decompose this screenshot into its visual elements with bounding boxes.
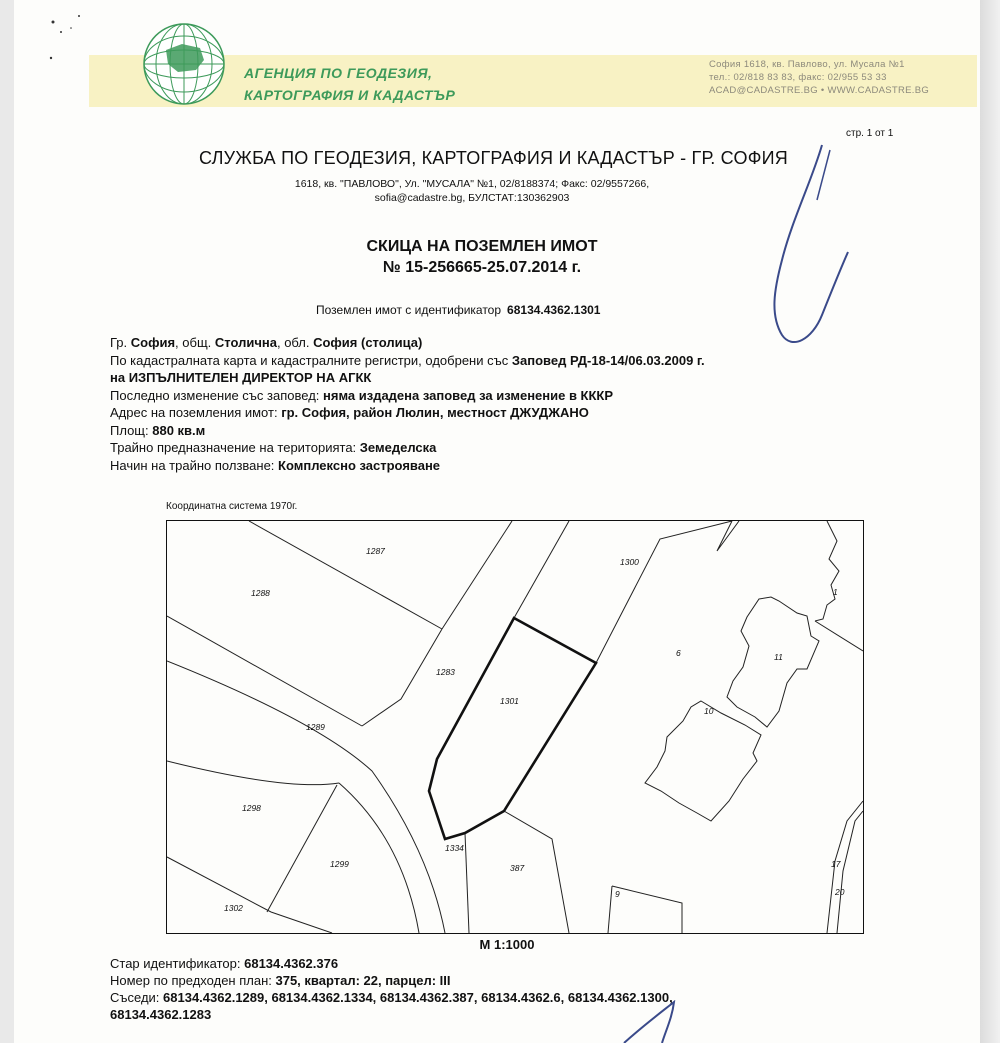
page-edge [980, 0, 1000, 1043]
cadastral-map-drawing [167, 521, 863, 933]
purpose-line: Трайно предназначение на територията: Земеделска [110, 440, 437, 455]
parcel-label: 1334 [445, 843, 464, 853]
boundary-line [815, 521, 839, 621]
boundary-line [339, 783, 419, 933]
parcel-label: 1287 [366, 546, 385, 556]
coordinate-system-label: Координатна система 1970г. [166, 501, 298, 512]
road-edge [167, 661, 445, 933]
boundary-line [837, 811, 863, 933]
map-scale: М 1:1000 [479, 937, 535, 952]
location-line: Гр. София, общ. Столична, обл. София (столица) [110, 335, 423, 350]
neighbors-line: Съседи: 68134.4362.1289, 68134.4362.1334, 68134.4362.387, 68134.4362.6, 68134.4362.1300, [110, 990, 673, 1005]
page-number: стр. 1 от 1 [846, 128, 894, 139]
handwritten-signature [752, 140, 852, 360]
boundary-line [612, 886, 682, 933]
boundary-line [596, 521, 732, 663]
service-address: 1618, кв. "ПАВЛОВО", Ул. "МУСАЛА" №1, 02/8188374; Факс: 02/9557266, sofia@cadastre.bg, БУЛСТАТ:130362903 [294, 178, 650, 204]
address-line: Адрес на поземления имот: гр. София, район Люлин, местност ДЖУДЖАНО [110, 405, 589, 420]
parcel-label: 1 [833, 587, 838, 597]
basis-line: По кадастралната карта и кадастралните регистри, одобрени със Заповед РД-18-14/06.03.2009 г. [110, 352, 705, 368]
parcel-label: 10 [704, 706, 714, 716]
parcel-footer-info [110, 955, 673, 1023]
prev-plan-line: Номер по предходен план: 375, квартал: 22, парцел: III [110, 973, 451, 988]
building-outline [645, 701, 761, 821]
boundary-line [167, 616, 362, 726]
document-page [14, 0, 980, 1043]
parcel-label: 387 [510, 863, 525, 873]
subject-parcel-1301-outline [429, 618, 596, 839]
boundary-line [514, 521, 569, 618]
boundary-line [815, 621, 863, 651]
parcel-label: 1302 [224, 903, 243, 913]
area-line: Площ: 880 кв.м [110, 422, 206, 438]
parcel-info [110, 334, 705, 474]
boundary-line [465, 833, 469, 933]
parcel-label: 1300 [620, 557, 639, 567]
building-outline [727, 597, 819, 727]
parcel-label: 9 [615, 889, 620, 899]
boundary-line [167, 857, 271, 912]
boundary-line [362, 629, 442, 726]
service-title: СЛУЖБА ПО ГЕОДЕЗИЯ, КАРТОГРАФИЯ И КАДАСТЪР - ГР. СОФИЯ [199, 148, 788, 168]
parcel-label: 11 [774, 652, 783, 662]
agency-contact: София 1618, кв. Павлово, ул. Мусала №1 тел.: 02/818 83 83, факс: 02/955 53 33 ACAD@CADASTRE.BG • WWW.CADASTRE.BG [709, 59, 930, 96]
boundary-line [717, 521, 739, 551]
last-change-line: Последно изменение със заповед: няма издадена заповед за изменение в КККР [110, 387, 614, 403]
parcel-label: 1283 [436, 667, 455, 677]
parcel-label: 1298 [242, 803, 261, 813]
parcel-label: 20 [835, 887, 845, 897]
cadastral-map [166, 520, 864, 934]
boundary-line [271, 912, 332, 933]
globe-logo-icon [134, 20, 234, 108]
parcel-label: 6 [676, 648, 681, 658]
boundary-line [267, 785, 337, 912]
parcel-id: 68134.4362.1301 [507, 303, 601, 317]
boundary-line [249, 521, 442, 629]
agency-name: АГЕНЦИЯ ПО ГЕОДЕЗИЯ, КАРТОГРАФИЯ И КАДАСТЪР [244, 65, 456, 103]
parcel-label: 1288 [251, 588, 270, 598]
sketch-title: СКИЦА НА ПОЗЕМЛЕН ИМОТ № 15-256665-25.07.2014 г. [366, 238, 598, 276]
parcel-label: 1299 [330, 859, 349, 869]
parcel-label: 17 [831, 859, 841, 869]
usage-line: Начин на трайно ползване: Комплексно застрояване [110, 457, 441, 473]
boundary-line [442, 521, 512, 629]
old-id-line: Стар идентификатор: 68134.4362.376 [110, 956, 339, 971]
parcel-identifier-line: Поземлен имот с идентификатор 68134.4362.1301 [316, 303, 601, 317]
parcel-label: 1301 [500, 696, 519, 706]
basis-issuer: на ИЗПЪЛНИТЕЛЕН ДИРЕКТОР НА АГКК [110, 370, 372, 385]
boundary-line [167, 761, 339, 785]
stamp-signature-mark [614, 1000, 704, 1043]
boundary-line [608, 886, 612, 933]
neighbors-line-2: 68134.4362.1283 [110, 1007, 212, 1022]
parcel-label: 1289 [306, 722, 325, 732]
